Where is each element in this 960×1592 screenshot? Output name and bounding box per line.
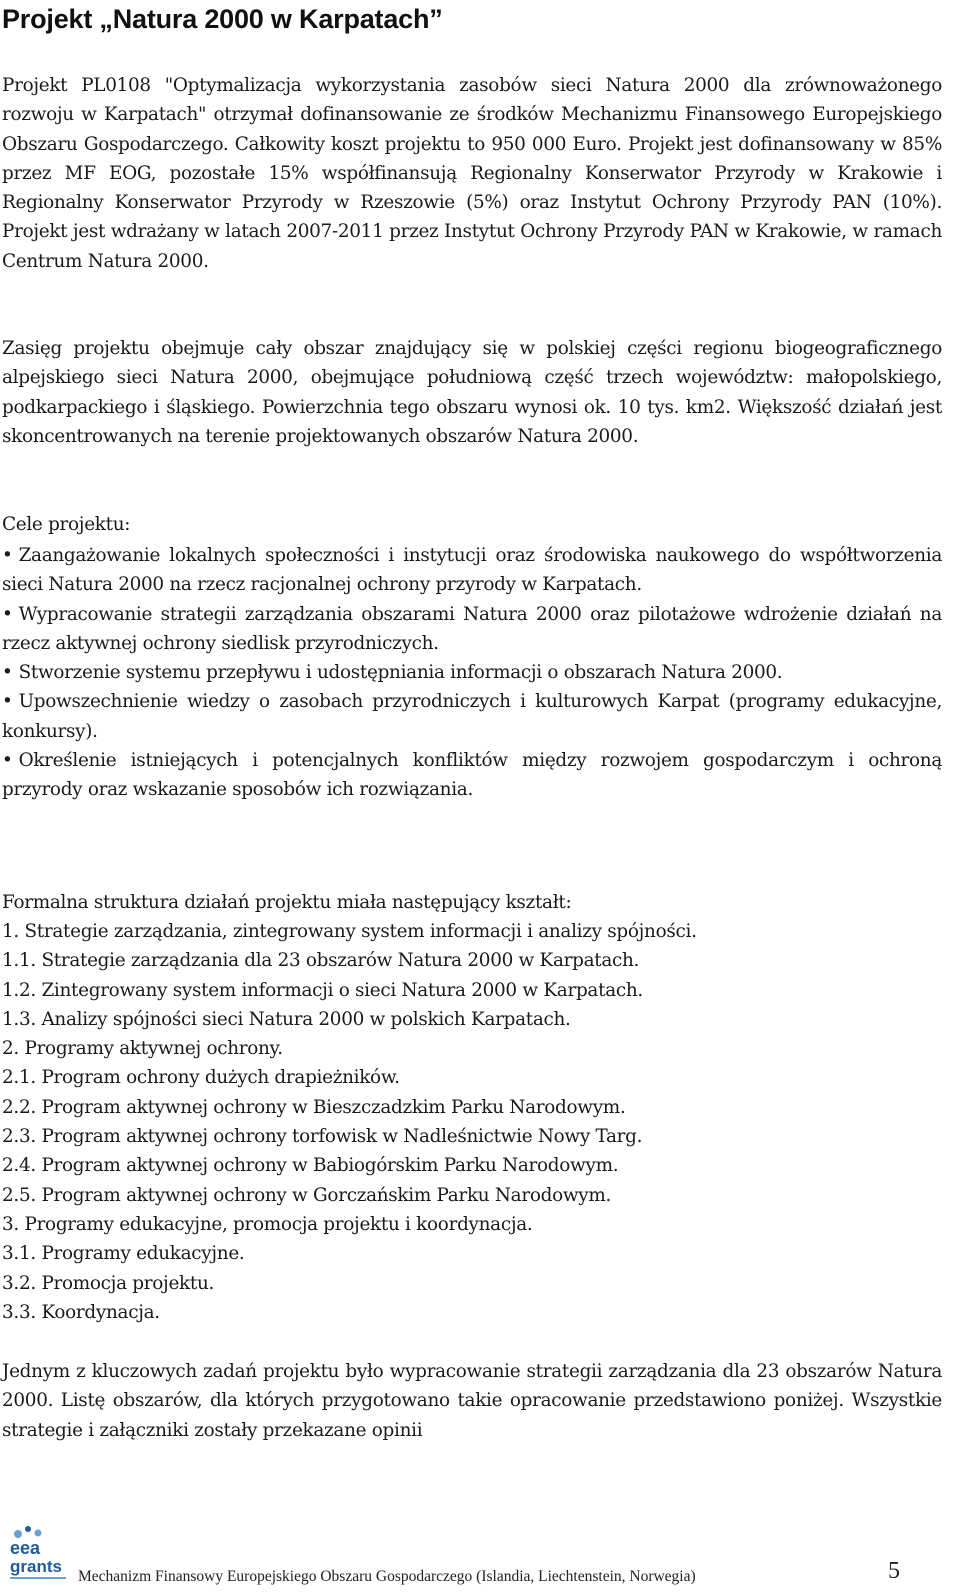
structure-list bbox=[2, 917, 942, 1327]
closing-paragraph: Jednym z kluczowych zadań projektu było wypracowanie strategii zarządzania dla 23 obszarów Natura 2000. Listę obszarów, dla których przygotowano takie opracowanie przedstawiono poniżej. Wszystkie strategie i załączniki zostały przekazane opinii bbox=[2, 1361, 942, 1441]
page-footer bbox=[0, 1524, 960, 1592]
list-item: 2.1. Program ochrony dużych drapieżników. bbox=[2, 1067, 400, 1089]
list-item: 1.3. Analizy spójności sieci Natura 2000 w polskich Karpatach. bbox=[2, 1008, 571, 1030]
list-item: 2. Programy aktywnej ochrony. bbox=[2, 1038, 283, 1060]
scope-paragraph: Zasięg projektu obejmuje cały obszar znajdujący się w polskiej części regionu biogeograficznego alpejskiego sieci Natura 2000, obejmujące południową część trzech województw: małopolskiego, podkarpackiego i śląskiego. Powierzchnia tego obszaru wynosi ok. 10 tys. km2. Większość działań jest skoncentrowanych na terenie projektowanych obszarów Natura 2000. bbox=[2, 338, 942, 447]
goals-list bbox=[2, 541, 942, 805]
list-item: 3.1. Programy edukacyjne. bbox=[2, 1243, 245, 1265]
logo-text-grants: grants bbox=[10, 1557, 62, 1576]
bullet-icon: • bbox=[2, 545, 13, 566]
list-item: 1.1. Strategie zarządzania dla 23 obszarów Natura 2000 w Karpatach. bbox=[2, 950, 640, 972]
bullet-icon: • bbox=[2, 603, 13, 625]
eea-grants-logo-icon bbox=[8, 1524, 68, 1586]
list-item: • Upowszechnienie wiedzy o zasobach przyrodniczych i kulturowych Karpat (programy edukacyjne, konkursy). bbox=[2, 691, 942, 742]
bullet-icon: • bbox=[2, 691, 13, 713]
bullet-icon: • bbox=[2, 662, 13, 684]
list-item: 2.4. Program aktywnej ochrony w Babiogórskim Parku Narodowym. bbox=[2, 1155, 619, 1177]
list-item: 2.2. Program aktywnej ochrony w Bieszczadzkim Parku Narodowym. bbox=[2, 1096, 626, 1118]
list-item: • Zaangażowanie lokalnych społeczności i instytucji oraz środowiska naukowego do współtworzenia sieci Natura 2000 na rzecz racjonalnej ochrony przyrody w Karpatach. bbox=[2, 545, 942, 596]
page-number: 5 bbox=[888, 1558, 900, 1584]
list-item: 2.5. Program aktywnej ochrony w Gorczańskim Parku Narodowym. bbox=[2, 1184, 612, 1206]
list-item: • Wypracowanie strategii zarządzania obszarami Natura 2000 oraz pilotażowe wdrożenie działań na rzecz aktywnej ochrony siedlisk przyrodniczych. bbox=[2, 603, 942, 654]
list-item: 2.3. Program aktywnej ochrony torfowisk w Nadleśnictwie Nowy Targ. bbox=[2, 1126, 643, 1148]
list-item: 1. Strategie zarządzania, zintegrowany system informacji i analizy spójności. bbox=[2, 921, 697, 942]
logo-text-eea: eea bbox=[10, 1538, 41, 1558]
intro-paragraph: Projekt PL0108 "Optymalizacja wykorzystania zasobów sieci Natura 2000 dla zrównoważonego rozwoju w Karpatach" otrzymał dofinansowanie ze środków Mechanizmu Finansowego Europejskiego Obszaru Gospodarczego. Całkowity koszt projektu to 950 000 Euro. Projekt jest dofinansowany w 85% przez MF EOG, pozostałe 15% współfinansują Regionalny Konserwator Przyrody w Krakowie i Regionalny Konserwator Przyrody w Rzeszowie (5%) oraz Instytut Ochrony Przyrody PAN (10%). Projekt jest wdrażany w latach 2007-2011 przez Instytut Ochrony Przyrody PAN w Krakowie, w ramach Centrum Natura 2000. bbox=[2, 75, 942, 272]
list-item: • Określenie istniejących i potencjalnych konfliktów między rozwojem gospodarczym i ochroną przyrody oraz wskazanie sposobów ich rozwiązania. bbox=[2, 750, 942, 801]
bullet-icon: • bbox=[2, 750, 13, 772]
list-item: 3. Programy edukacyjne, promocja projektu i koordynacja. bbox=[2, 1213, 533, 1235]
list-item: 3.3. Koordynacja. bbox=[2, 1301, 160, 1323]
list-item: 1.2. Zintegrowany system informacji o sieci Natura 2000 w Karpatach. bbox=[2, 979, 643, 1001]
structure-heading: Formalna struktura działań projektu miała następujący kształt: bbox=[2, 892, 572, 913]
list-item: 3.2. Promocja projektu. bbox=[2, 1272, 215, 1294]
list-item: • Stworzenie systemu przepływu i udostępniania informacji o obszarach Natura 2000. bbox=[2, 662, 783, 684]
footer-text: Mechanizm Finansowy Europejskiego Obszaru Gospodarczego (Islandia, Liechtenstein, Norwegia) bbox=[78, 1568, 696, 1585]
page-title: Projekt „Natura 2000 w Karpatach” bbox=[2, 4, 443, 34]
goals-heading: Cele projektu: bbox=[2, 514, 131, 535]
